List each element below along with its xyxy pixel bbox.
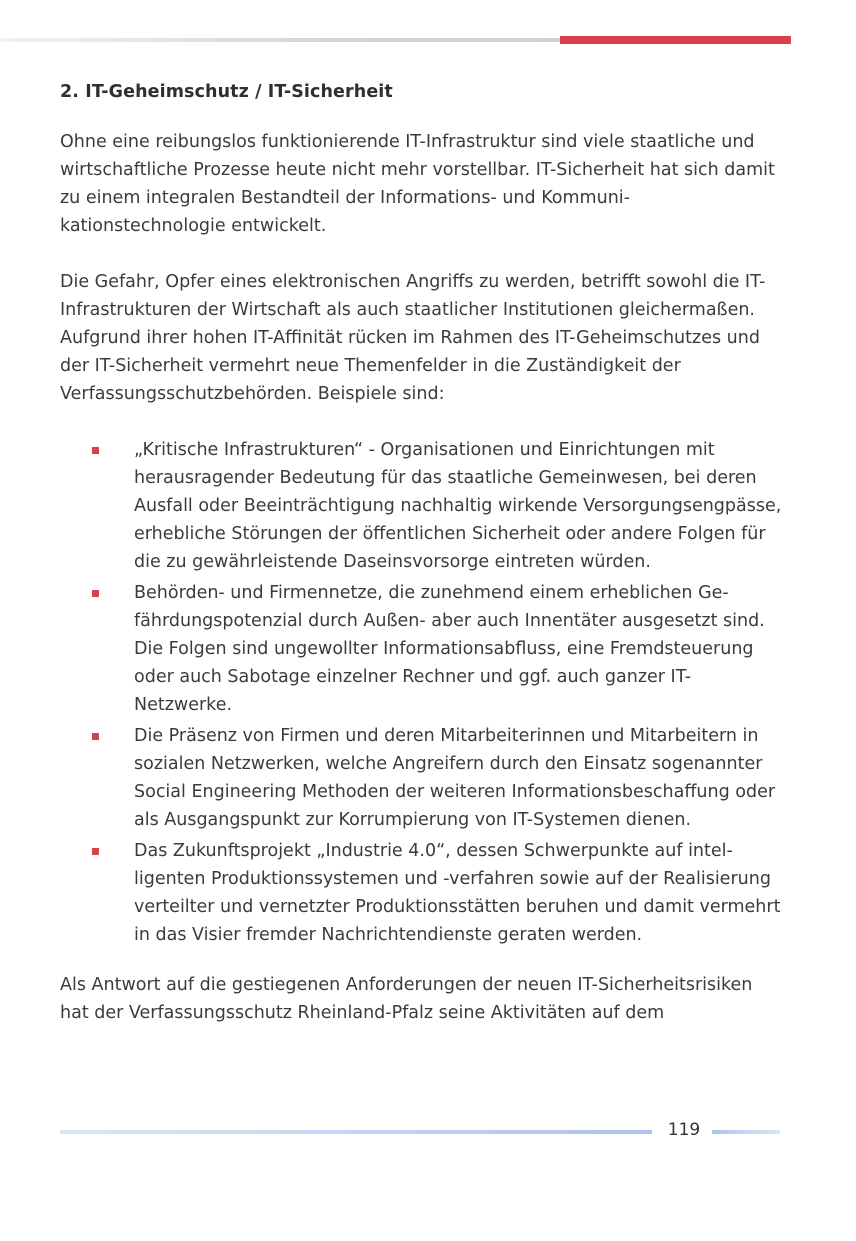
list-item-text: Das Zukunftsprojekt „Industrie 4.0“, dessen Schwerpunkte auf intelligenten Produktionssystemen und -verfahren sowie auf der Realisierung verteilter und vernetzter Produktionsstätten beruhen und damit vermehrt in das Visier fremder Nachrichtendienste geraten werden.: [134, 841, 781, 945]
paragraph-threats: Die Gefahr, Opfer eines elektronischen Angriffs zu werden, betrifft sowohl die IT-Infrastrukturen der Wirtschaft als auch staatlicher Institutionen gleichermaßen. Aufgrund ihrer hohen IT-Affinität rücken im Rahmen des IT-Geheimschutzes und der IT-Sicherheit vermehrt neue Themenfelder in die Zuständigkeit der Verfassungsschutzbehörden. Beispiele sind:: [60, 272, 766, 404]
list-item: [60, 722, 784, 834]
footer-rule-right: [712, 1130, 780, 1134]
bullet-square-icon: [92, 590, 99, 597]
bullet-square-icon: [92, 848, 99, 855]
list-item-text: Behörden- und Firmennetze, die zunehmend einem erheblichen Gefährdungspotenzial durch Außen- aber auch Innentäter ausgesetzt sind. Die Folgen sind ungewollter Informationsabfluss, eine Fremdsteuerung oder auch Sabotage einzelner Rechner und ggf. auch ganzer IT-Netzwerke.: [134, 583, 765, 715]
footer-rule-left: [60, 1130, 652, 1134]
page-content: [60, 82, 784, 1055]
paragraph-intro: Ohne eine reibungslos funktionierende IT-Infrastruktur sind viele staatliche und wirtschaftliche Prozesse heute nicht mehr vorstellbar. IT-Sicherheit hat sich damit zu einem integralen Bestandteil der Informations- und Kommunikationstechnologie entwickelt.: [60, 132, 775, 236]
list-item-text: „Kritische Infrastrukturen“ - Organisationen und Einrichtungen mit herausragender Bedeutung für das staatliche Gemeinwesen, bei deren Ausfall oder Beeinträchtigung nachhaltig wirkende Versorgungsengpässe, erhebliche Störungen der öffentlichen Sicherheit oder andere Folgen für die zu gewährleistende Daseinsvorsorge eintreten würden.: [134, 440, 782, 572]
list-item: [60, 436, 784, 576]
list-item: [60, 579, 784, 719]
bullet-square-icon: [92, 447, 99, 454]
list-item-text: Die Präsenz von Firmen und deren Mitarbeiterinnen und Mitarbeitern in sozialen Netzwerken, welche Angreifern durch den Einsatz sogenannter Social Engineering Methoden der weiteren Informationsbeschaffung oder als Ausgangspunkt zur Korrumpierung von IT-Systemen dienen.: [134, 726, 776, 830]
header-rule-gray: [0, 38, 560, 42]
paragraph-closing: Als Antwort auf die gestiegenen Anforderungen der neuen IT-Sicherheitsrisiken hat der Verfassungsschutz Rheinland-Pfalz seine Aktivitäten auf dem: [60, 975, 753, 1023]
bullet-square-icon: [92, 733, 99, 740]
page-number: 119: [667, 1120, 701, 1140]
section-heading: 2. IT-Geheimschutz / IT-Sicherheit: [60, 82, 393, 102]
examples-list: [60, 436, 784, 949]
header-rule-accent: [560, 36, 791, 44]
list-item: [60, 837, 784, 949]
